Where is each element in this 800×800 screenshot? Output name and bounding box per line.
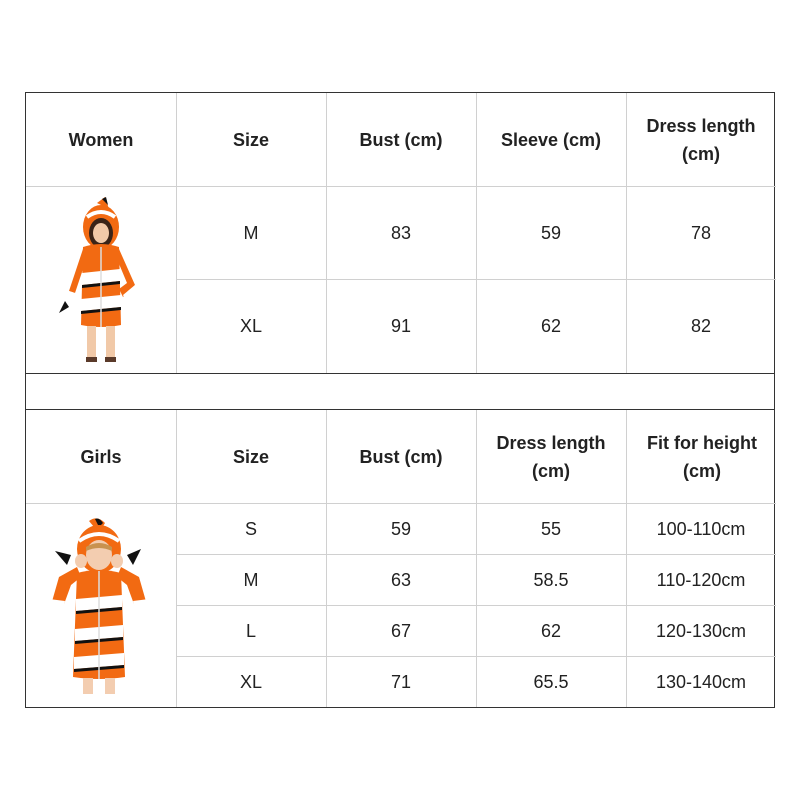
women-header-dress-length: Dress length (cm) xyxy=(646,115,756,164)
women-size-cell: M xyxy=(243,222,259,243)
women-size-table xyxy=(26,93,774,373)
girls-header-bust: Bust (cm) xyxy=(359,446,443,467)
girls-bust-cell: 67 xyxy=(390,620,412,641)
girls-bust-cell: 59 xyxy=(390,518,412,539)
women-bust-cell: 83 xyxy=(390,222,412,243)
girls-header-label: Girls xyxy=(80,446,122,467)
women-dress-length-cell: 82 xyxy=(690,316,712,336)
girls-fit-height-cell: 110-120cm xyxy=(656,569,746,590)
girls-bust-cell: 63 xyxy=(390,569,412,590)
women-sleeve-cell: 59 xyxy=(540,222,562,243)
girls-header-dress-length: Dress length (cm) xyxy=(496,432,606,481)
girls-fit-height-cell: 100-110cm xyxy=(656,518,746,539)
women-header-bust: Bust (cm) xyxy=(359,129,443,150)
girls-size-cell: M xyxy=(243,569,259,590)
girls-size-cell: L xyxy=(245,620,256,641)
women-costume-photo xyxy=(26,186,176,373)
size-chart xyxy=(25,92,775,708)
girls-dress-length-cell: 65.5 xyxy=(533,671,569,692)
girls-dress-length-cell: 62 xyxy=(540,620,562,641)
girls-size-cell: S xyxy=(244,518,257,539)
women-header-label: Women xyxy=(68,129,134,150)
women-dress-length-cell: 78 xyxy=(690,222,712,243)
girls-bust-cell: 71 xyxy=(390,671,412,692)
girls-header-fit-height: Fit for height (cm) xyxy=(647,432,757,481)
girls-size-cell: XL xyxy=(239,671,263,692)
women-sleeve-cell: 62 xyxy=(540,316,562,336)
girls-size-table xyxy=(26,410,774,707)
girls-costume-photo xyxy=(26,503,176,707)
women-size-cell: XL xyxy=(239,316,263,336)
girls-fit-height-cell: 130-140cm xyxy=(655,671,747,692)
girls-dress-length-cell: 58.5 xyxy=(533,569,569,590)
girls-fit-height-cell: 120-130cm xyxy=(655,620,747,641)
women-header-sleeve: Sleeve (cm) xyxy=(500,129,602,150)
section-divider xyxy=(26,373,774,410)
women-bust-cell: 91 xyxy=(390,316,412,336)
women-header-size: Size xyxy=(232,129,270,150)
girls-dress-length-cell: 55 xyxy=(540,518,562,539)
girls-header-size: Size xyxy=(232,446,270,467)
